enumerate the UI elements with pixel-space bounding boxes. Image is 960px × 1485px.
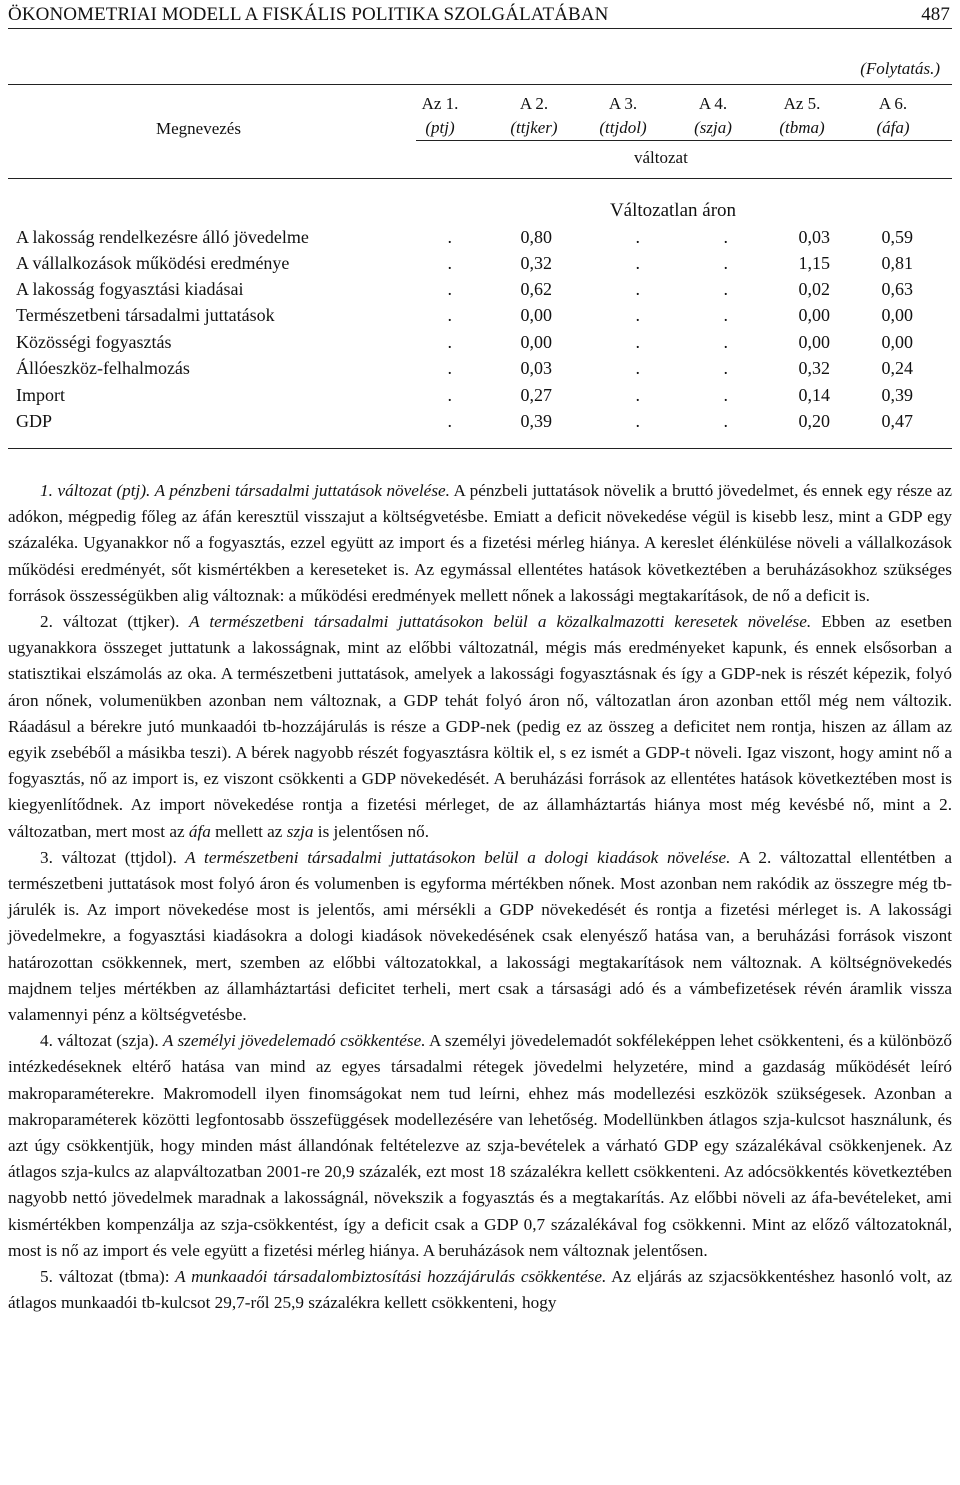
cell-ttjker: 0,00 (520, 305, 552, 325)
table-top-rule (8, 84, 952, 85)
cell-afa: 0,59 (881, 227, 913, 247)
cell-ttjker: 0,03 (520, 358, 552, 378)
cell-ptj: . (447, 358, 452, 378)
table-row (8, 276, 952, 302)
table-row (8, 382, 952, 408)
header-bottom-rule (8, 178, 952, 179)
variant-2-number: 2. változat (ttjker). (40, 612, 180, 632)
table-row (8, 302, 952, 328)
page-number: 487 (921, 4, 950, 25)
variant-5-title: A munkaadói társadalombiztosítási hozzájárulás csökkentése. (169, 1267, 607, 1287)
name-column-header: Megnevezés (156, 119, 241, 138)
cell-ttjker: 0,39 (520, 411, 552, 431)
cell-szja: . (723, 305, 728, 325)
column-abbr: (ttjker) (510, 118, 558, 137)
paragraph-5 (8, 1264, 952, 1316)
cell-tbma: 1,15 (798, 253, 830, 273)
column-number: A 4. (698, 94, 728, 113)
cell-tbma: 0,03 (798, 227, 830, 247)
variant-2-text: Ebben az esetben ugyanakkora összeget juttatunk a lakosságnak, mint az előbbi változatnál, mégis más eredményeket kapunk, és ennek elsősorban a statisztikai elszámolás az oka. A természetbeni juttatások, amelyek a lakossági fogyasztásnak és így a GDP-nek is részét képezik, folyó áron nőnek, volumenükben azonban nem változnak, a GDP tehát folyó áron nő, változatlan áron azonban ettől még nem változik. Ráadásul a bérekre jutó munkaadói tb-hozzájárulás is része a GDP-nek (pedig ez az összeg a deficitet nem rontja, hiszen az állam az egyik zsebéből a másikba teszi). A bérek nagyobb részét fogyasztásra költik el, s ez ismét a GDP-t növeli. Igaz viszont, hogy amint nő a fogyasztás, nő az import is, ez viszont csökkenti a GDP növekedését. A beruházási források az ellentétes hatások következtében most is kiegyenlítődnek. Az import növekedése rontja a fizetési mérleget, de az államháztartás hiánya most még kevésbé nő, mint a 2. változatban, mert most az (8, 612, 952, 841)
cell-ttjker: 0,27 (520, 385, 552, 405)
column-header-3 (588, 92, 658, 140)
cell-afa: 0,00 (881, 332, 913, 352)
paragraph-3 (8, 845, 952, 1028)
variant-2-title: A természetbeni társadalmi juttatásokon belül a közalkalmazotti keresetek növelése. (179, 612, 812, 632)
column-abbr: (áfa) (876, 118, 910, 137)
paragraph-1 (8, 478, 952, 609)
column-header-4 (678, 92, 748, 140)
cell-afa: 0,47 (881, 411, 913, 431)
cell-afa: 0,81 (881, 253, 913, 273)
column-abbr: (tbma) (779, 118, 825, 137)
cell-ttjdol: . (635, 332, 640, 352)
variant-5-text: Az eljárás az szjacsökkentéshez hasonló volt, az átlagos munkaadói tb-kulcsot 29,7-ről 25,9 százalékra kellett csökkenteni, hogy (8, 1267, 952, 1313)
table-bottom-rule (8, 448, 952, 449)
paragraph-2 (8, 609, 952, 845)
column-header-5 (767, 92, 837, 140)
cell-tbma: 0,00 (798, 332, 830, 352)
cell-szja: . (723, 358, 728, 378)
column-number: A 6. (878, 94, 908, 113)
cell-szja: . (723, 227, 728, 247)
price-basis-label: Változatlan áron (609, 200, 737, 221)
row-label: A vállalkozások működési eredménye (16, 253, 290, 273)
running-title: ÖKONOMETRIAI MODELL A FISKÁLIS POLITIKA SZOLGÁLATÁBAN (8, 4, 609, 25)
group-header: változat (634, 148, 688, 167)
column-header-2 (499, 92, 569, 140)
variant-5-number: 5. változat (tbma): (40, 1267, 170, 1287)
column-abbr: (ttjdol) (599, 118, 647, 137)
variant-3-number: 3. változat (ttjdol). (40, 847, 177, 867)
cell-tbma: 0,20 (798, 411, 830, 431)
column-number: A 2. (519, 94, 549, 113)
szja-term: szja (286, 821, 314, 841)
cell-ptj: . (447, 411, 452, 431)
cell-ttjdol: . (635, 253, 640, 273)
cell-ptj: . (447, 279, 452, 299)
variant-1-text: A pénzbeli juttatások növelik a bruttó jövedelmet, és ennek egy része az adókon, mégpedig főleg az áfán keresztül visszajut a költségvetésbe. Emiatt a deficit növekedése végül is kisebb lesz, mint a GDP egy százaléka. Ugyanakkor nő a fogyasztás, ezzel együtt az import és a fizetési mérleg hiánya. A kereslet élénkülése növeli a vállalkozások működési eredményét, sőt kismértékben a kereseteket is. Az egymással ellentétes hatások következtében a beruházásokhoz szükséges források összességükben alig változnak: a működési eredmények mellett nőnek a lakossági megtakarítások, de nő a deficit is. (8, 481, 952, 605)
cell-ttjdol: . (635, 227, 640, 247)
column-number: Az 5. (783, 94, 821, 113)
cell-szja: . (723, 332, 728, 352)
cell-ttjdol: . (635, 358, 640, 378)
column-abbr: (ptj) (425, 118, 455, 137)
cell-szja: . (723, 411, 728, 431)
table-row (8, 329, 952, 355)
variant-2-text-mid: mellett az (210, 821, 287, 841)
row-label: Közösségi fogyasztás (16, 332, 172, 352)
table-row (8, 224, 952, 250)
row-label: Állóeszköz-felhalmozás (16, 358, 190, 378)
table-row (8, 250, 952, 276)
column-abbr: (szja) (694, 118, 732, 137)
cell-ttjker: 0,62 (520, 279, 552, 299)
body-text (8, 478, 952, 1317)
column-header-6 (858, 92, 928, 140)
cell-ttjdol: . (635, 305, 640, 325)
cell-tbma: 0,00 (798, 305, 830, 325)
cell-ttjdol: . (635, 279, 640, 299)
cell-afa: 0,63 (881, 279, 913, 299)
row-label: A lakosság fogyasztási kiadásai (16, 279, 244, 299)
column-number: Az 1. (421, 94, 459, 113)
cell-tbma: 0,32 (798, 358, 830, 378)
cell-tbma: 0,14 (798, 385, 830, 405)
column-number: A 3. (608, 94, 638, 113)
table-row (8, 408, 952, 434)
cell-ptj: . (447, 253, 452, 273)
cell-szja: . (723, 253, 728, 273)
row-label: GDP (16, 411, 53, 431)
cell-ptj: . (447, 332, 452, 352)
column-header-1 (405, 92, 475, 140)
paragraph-4 (8, 1028, 952, 1264)
cell-ptj: . (447, 385, 452, 405)
variant-4-text: A személyi jövedelemadót sokféleképpen lehet csökkenteni, és a különböző intézkedéseknek eltérő hatása van mind az egyes társadalmi rétegek jövedelmi helyzetére, mind a gazdaság működését leíró makroparaméterekre. Makromodell ilyen finomságokat nem tud leírni, ehhez más modellezési eszközök szükségesek. Azonban a makroparaméterek közötti legfontosabb összefüggések modellezésére van lehetőség. Modellünkben átlagos szja-kulcsot használunk, és azt úgy csökkentjük, hogy minden mást állandónak feltételezve az szja-bevételek a várható GDP egy százalékával csökkenjenek. Az átlagos szja-kulcs az alapváltozatban 2001-re 20,9 százalék, ezt most 18 százalékra kellett csökkenteni. Az adócsökkentés következtében nagyobb nettó jövedelmek maradnak a lakosságnál, növekszik a fogyasztás és a megtakarítás. Az előbbi növeli az áfa-bevételeket, ami kismértékben kompenzálja az szja-csökkentést, így a deficit csak a GDP 0,7 százalékával fog csökkenni. Mint az előző változatoknál, most is nő az import és vele együtt a fizetési mérleg hiánya. A beruházások nem változnak jelentősen. (8, 1031, 952, 1260)
row-label: A lakosság rendelkezésre álló jövedelme (16, 227, 309, 247)
variant-3-title: A természetbeni társadalmi juttatásokon belül a dologi kiadások növelése. (176, 847, 731, 867)
cell-ttjdol: . (635, 385, 640, 405)
cell-ttjker: 0,00 (520, 332, 552, 352)
variant-2-text-end: is jelentősen nő. (313, 821, 430, 841)
cell-afa: 0,24 (881, 358, 913, 378)
row-label: Természetbeni társadalmi juttatások (16, 305, 275, 325)
variant-3-text: A 2. változattal ellentétben a természetbeni juttatások most folyó áron és volumenben is egyforma mértékben nőnek. Most azonban nem rakódik az összegre még tb-járulék is. Az import növekedése most is jelentős, ami mérsékli a GDP növekedését és rontja a fizetési mérleget is. A lakossági jövedelmekre, a fogyasztási kiadásokra a dologi kiadások növekedésének csak elenyésző hatása van, a beruházási források viszont határozottan csökkennek, mert, szemben az előbbi változatokkal, a lakossági megtakarítások nem változnak. A költségnövekedés majdnem teljes mértékben az államháztartási deficitet terheli, mert csak a társasági adó és a vámbefizetések révén áramlik vissza valamennyi pénz a költségvetésbe. (8, 847, 952, 1025)
group-header-rule (416, 140, 952, 141)
cell-afa: 0,00 (881, 305, 913, 325)
row-label: Import (16, 385, 65, 405)
variant-4-title: A személyi jövedelemadó csökkentése. (158, 1031, 426, 1051)
table-row (8, 355, 952, 381)
cell-szja: . (723, 385, 728, 405)
cell-afa: 0,39 (881, 385, 913, 405)
variant-4-number: 4. változat (szja). (40, 1031, 159, 1051)
cell-tbma: 0,02 (798, 279, 830, 299)
cell-szja: . (723, 279, 728, 299)
variant-1-lead: 1. változat (ptj). A pénzbeni társadalmi juttatások növelése. (40, 481, 450, 500)
cell-ptj: . (447, 305, 452, 325)
cell-ttjker: 0,32 (520, 253, 552, 273)
cell-ttjker: 0,80 (520, 227, 552, 247)
afa-term: áfa (188, 821, 211, 841)
continued-note: (Folytatás.) (860, 59, 940, 78)
cell-ttjdol: . (635, 411, 640, 431)
cell-ptj: . (447, 227, 452, 247)
running-head (8, 2, 952, 29)
